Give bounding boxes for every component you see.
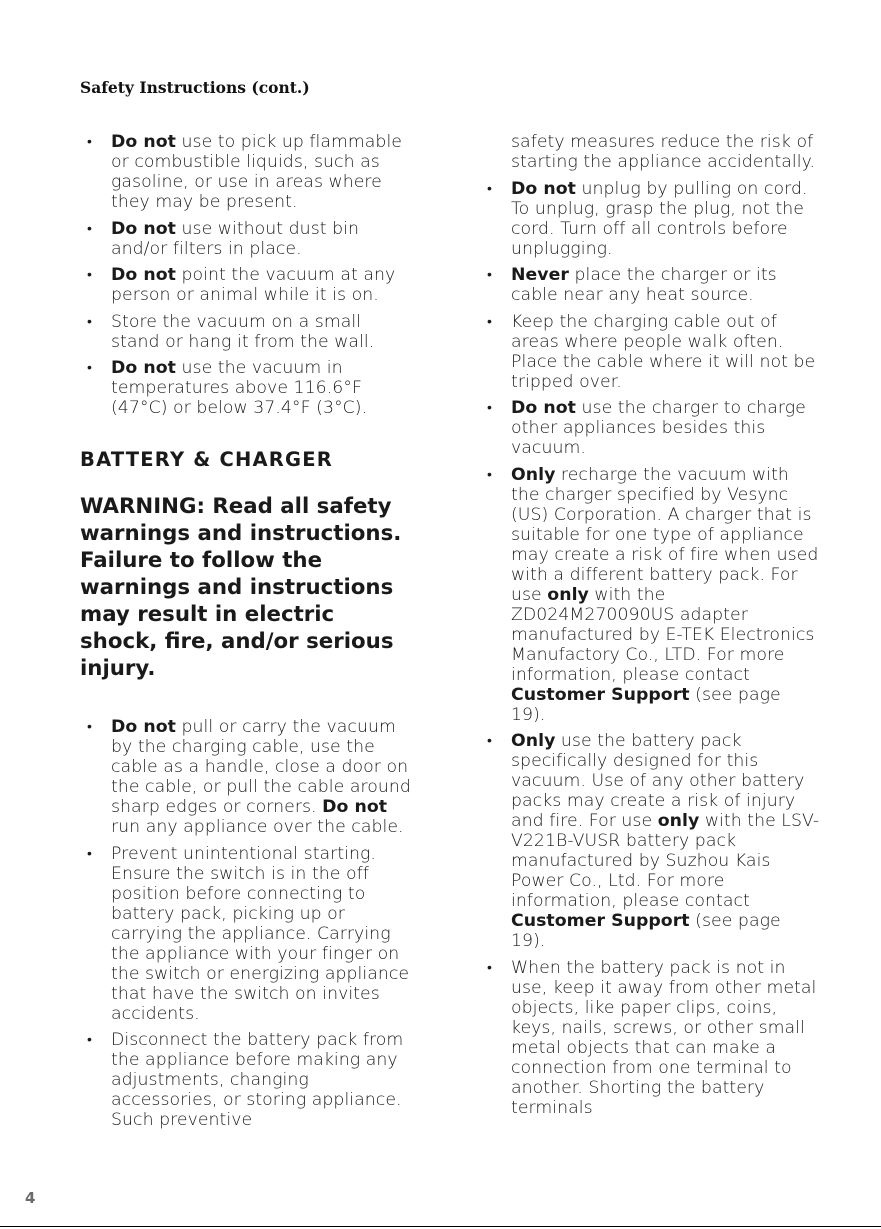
- item-text: use to pick up flammable or combustible liquids, such as gasoline, or use in areas where they may be present.: [111, 132, 402, 212]
- list-item: [480, 958, 820, 1118]
- item-lead: Do not: [111, 358, 176, 378]
- item-lead: Do not: [111, 717, 176, 737]
- bullet-icon: •: [487, 313, 492, 330]
- item-lead: Never: [511, 265, 569, 285]
- item-text: (see page 19).: [511, 911, 781, 951]
- list-item-continuation: [480, 132, 820, 172]
- item-lead: Do not: [111, 132, 176, 152]
- bullet-icon: •: [487, 267, 492, 283]
- item-emphasis: only: [547, 584, 589, 605]
- item-lead: Only: [511, 464, 556, 485]
- page-divider: [0, 1226, 881, 1227]
- item-text: pull or carry the vacuum by the charging cable, use the cable as a handle, close a door on the cable, or pull the cable around sharp edges or corners.: [111, 717, 411, 817]
- customer-support-ref: Customer Support: [511, 684, 690, 705]
- item-lead: Do not: [322, 797, 388, 817]
- bullet-icon: •: [87, 1032, 92, 1048]
- bullet-icon: •: [87, 719, 92, 735]
- item-text: use without dust bin and/or filters in place.: [111, 218, 359, 259]
- item-text: point the vacuum at any person or animal while it is on.: [111, 265, 396, 305]
- item-text: run any appliance over the cable.: [111, 817, 404, 837]
- item-text: use the vacuum in temperatures above 116.6°F (47°C) or below 37.4°F (3°C).: [111, 358, 368, 418]
- item-text: with the ZD024M270090US adapter manufactured by E-TEK Electronics Manufactory Co., LTD. For more information, please contact: [511, 584, 815, 685]
- item-lead: Do not: [511, 398, 576, 418]
- list-item: [480, 179, 820, 259]
- item-lead: Do not: [511, 178, 576, 199]
- bullet-icon: •: [87, 845, 92, 862]
- list-item: [80, 132, 415, 212]
- item-text: place the charger or its cable near any heat source.: [511, 265, 777, 305]
- list-item: [480, 398, 820, 458]
- bullet-icon: •: [87, 360, 92, 376]
- item-text: (see page 19).: [511, 684, 781, 725]
- list-item: [80, 219, 415, 259]
- item-emphasis: only: [657, 811, 700, 831]
- bullet-icon: •: [487, 400, 492, 416]
- list-item: [80, 1030, 415, 1130]
- bullet-icon: •: [87, 134, 92, 150]
- page-header-title: Safety Instructions (cont.): [80, 78, 310, 97]
- warning-text: WARNING: Read all safety warnings and instructions. Failure to follow the warnings and instructions may result in electric shock, fire, and/or serious injury.: [80, 494, 402, 681]
- item-text: unplug by pulling on cord. To unplug, grasp the plug, not the cord. Turn off all controls before unplugging.: [511, 178, 808, 259]
- item-lead: Do not: [111, 218, 176, 239]
- item-text: use the charger to charge other appliances besides this vacuum.: [511, 398, 806, 458]
- item-lead: Do not: [111, 265, 176, 285]
- list-item: [480, 465, 820, 725]
- right-column: [480, 132, 820, 1124]
- safety-list-top: [80, 132, 415, 418]
- page-number: 4: [25, 1189, 36, 1207]
- list-item: [480, 265, 820, 305]
- safety-list-bottom: [80, 717, 415, 1130]
- left-column: [80, 132, 415, 1137]
- bullet-icon: •: [87, 267, 92, 283]
- bullet-icon: •: [487, 959, 492, 976]
- list-item: [80, 265, 415, 305]
- item-text: Store the vacuum on a small stand or hang it from the wall.: [111, 311, 375, 352]
- section-heading: BATTERY & CHARGER: [80, 448, 333, 471]
- item-text: safety measures reduce the risk of starting the appliance accidentally.: [511, 132, 815, 172]
- customer-support-ref: Customer Support: [511, 911, 690, 931]
- bullet-icon: •: [487, 466, 492, 483]
- item-text: Disconnect the battery pack from the appliance before making any adjustments, changing accessories, or storing appliance. Such preventive: [111, 1030, 404, 1130]
- item-text: use the battery pack specifically designed for this vacuum. Use of any other battery packs may create a risk of injury and fire. For use: [511, 731, 805, 831]
- item-text: with the LSV-V221B-VUSR battery pack manufactured by Suzhou Kais Power Co., Ltd. For more information, please contact: [511, 811, 820, 911]
- item-text: recharge the vacuum with the charger specified by Vesync (US) Corporation. A charger that is suitable for one type of appliance may create a risk of fire when used with a different battery pack. For use: [511, 464, 819, 605]
- item-lead: Only: [511, 731, 556, 751]
- list-item: [480, 312, 820, 392]
- bullet-icon: •: [487, 180, 492, 197]
- bullet-icon: •: [487, 733, 492, 749]
- list-item: [80, 312, 415, 352]
- list-item: [480, 731, 820, 951]
- bullet-icon: •: [87, 220, 92, 237]
- list-item: [80, 717, 415, 837]
- bullet-icon: •: [87, 313, 92, 330]
- list-item: [80, 844, 415, 1024]
- safety-list-right: [480, 132, 820, 1118]
- item-text: When the battery pack is not in use, keep it away from other metal objects, like paper clips, coins, keys, nails, screws, or other small metal objects that can make a connection from one terminal to another. Shorting the battery terminals: [511, 957, 817, 1118]
- list-item: [80, 358, 415, 418]
- item-text: Keep the charging cable out of areas where people walk often. Place the cable where it will not be tripped over.: [511, 311, 816, 392]
- item-text: Prevent unintentional starting. Ensure the switch is in the off position before connecting to battery pack, picking up or carrying the appliance. Carrying the appliance with your finger on the switch or energizing appliance that have the switch on invites accidents.: [111, 843, 410, 1024]
